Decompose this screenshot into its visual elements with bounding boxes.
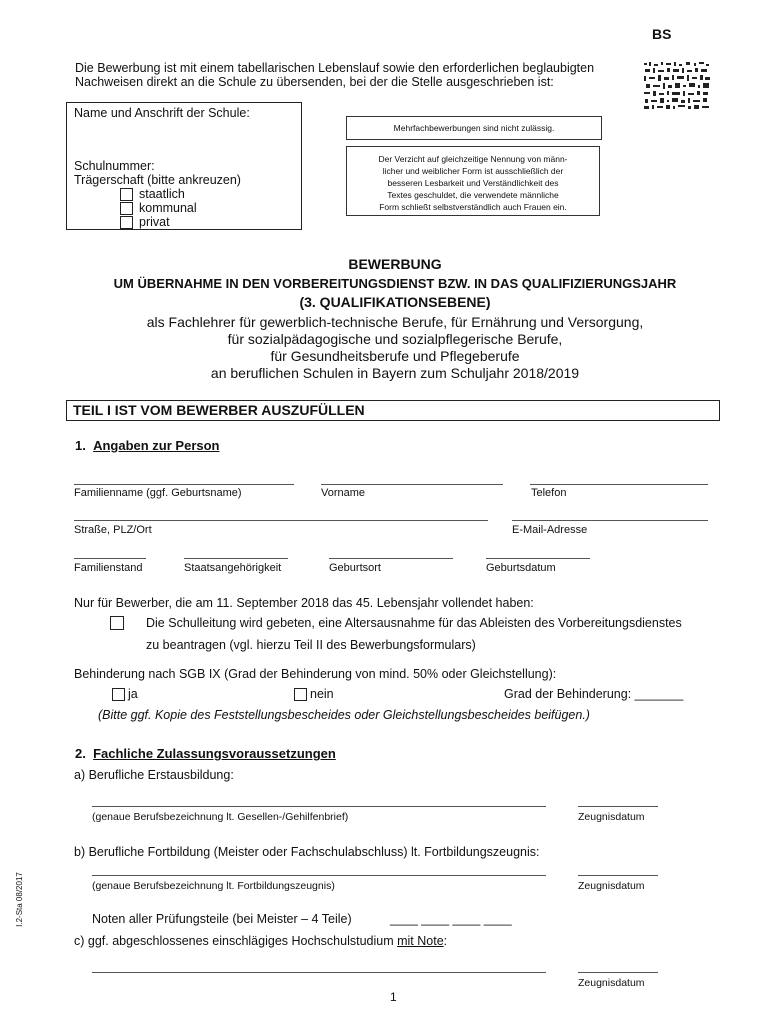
form-subtitle-level: (3. QUALIFIKATIONSEBENE)	[299, 294, 491, 310]
hochschul-colon: :	[443, 934, 448, 948]
geburtsdatum-label: Geburtsdatum	[486, 562, 556, 574]
field-line-email[interactable]	[512, 520, 708, 521]
field-line-erstausbildung[interactable]	[92, 806, 546, 807]
multiple-applications-note: Mehrfachbewerbungen sind nicht zulässig.	[346, 116, 602, 140]
page-number: 1	[390, 990, 397, 1004]
option-privat[interactable]	[120, 215, 170, 229]
heading-line: für Gesundheitsberufe und Pflegeberufe	[270, 348, 520, 364]
section-number: 2.	[75, 746, 86, 761]
familienstand-label: Familienstand	[74, 562, 143, 574]
email-label: E-Mail-Adresse	[512, 524, 588, 536]
field-line-geburtsort[interactable]	[329, 558, 453, 559]
form-subtitle: UM ÜBERNAHME IN DEN VORBEREITUNGSDIENST BZW. IN DAS QUALIFIZIERUNGSJAHR	[113, 276, 677, 291]
staatsangehoerigkeit-label: Staatsangehörigkeit	[184, 562, 282, 574]
disability-note: (Bitte ggf. Kopie des Feststellungsbescheides oder Gleichstellungsbescheides beifügen.)	[98, 708, 590, 722]
barcode-icon	[642, 60, 712, 112]
vorname-label: Vorname	[321, 487, 366, 499]
disability-ja[interactable]	[112, 687, 138, 701]
telefon-label: Telefon	[531, 487, 567, 499]
option-kommunal[interactable]	[120, 201, 197, 215]
disability-nein[interactable]	[294, 687, 334, 701]
heading-line: als Fachlehrer für gewerblich-technische Berufe, für Ernährung und Versorgung,	[146, 314, 644, 330]
field-line-hochschule[interactable]	[92, 972, 546, 973]
hochschul-text: c) ggf. abgeschlossenes einschlägiges Hochschulstudium	[74, 934, 398, 948]
fortbildung-label: b) Berufliche Fortbildung (Meister oder Fachschulabschluss) lt. Fortbildungszeugnis:	[74, 845, 540, 859]
intro-line: Nachweisen direkt an die Schule zu übersenden, bei der die Stelle ausgeschrieben ist:	[75, 75, 554, 89]
traeger-label: Trägerschaft (bitte ankreuzen)	[74, 173, 241, 187]
field-line-geburtsdatum[interactable]	[486, 558, 590, 559]
field-line-familienstand[interactable]	[74, 558, 146, 559]
option-label: privat	[139, 215, 170, 229]
field-line-telefon[interactable]	[530, 484, 708, 485]
geburtsort-label: Geburtsort	[329, 562, 381, 574]
age-option-line: Die Schulleitung wird gebeten, eine Altersausnahme für das Ableisten des Vorbereitungsdienstes	[146, 616, 682, 630]
hochschul-label	[74, 934, 447, 948]
form-title: BEWERBUNG	[348, 256, 442, 272]
field-line-familienname[interactable]	[74, 484, 294, 485]
section-2-heading	[75, 746, 336, 761]
erstausbildung-label: a) Berufliche Erstausbildung:	[74, 768, 234, 782]
school-name-label: Name und Anschrift der Schule:	[74, 106, 250, 120]
note-line: Textes geschuldet, die verwendete männliche	[387, 190, 559, 200]
age-exception-checkbox[interactable]	[110, 616, 124, 630]
note-line: Form schließt selbstverständlich auch Frauen ein.	[379, 202, 567, 212]
zeugnisdatum-label: Zeugnisdatum	[578, 880, 645, 892]
section-number: 1.	[75, 438, 86, 453]
erstausbildung-field-label: (genaue Berufsbezeichnung lt. Gesellen-/Gehilfenbrief)	[92, 811, 349, 823]
section-title: Fachliche Zulassungsvoraussetzungen	[93, 746, 336, 761]
option-label: staatlich	[139, 187, 185, 201]
gender-note	[346, 146, 600, 216]
disability-grade: Grad der Behinderung: _______	[504, 687, 684, 701]
checkbox[interactable]	[120, 202, 133, 215]
note-line: licher und weiblicher Form ist ausschließlich der	[382, 166, 564, 176]
section-title: Angaben zur Person	[93, 438, 220, 453]
option-label: ja	[128, 687, 138, 701]
fortbildung-field-label: (genaue Berufsbezeichnung lt. Fortbildungszeugnis)	[92, 880, 335, 892]
heading-line: an beruflichen Schulen in Bayern zum Schuljahr 2018/2019	[210, 365, 580, 381]
note-line: Der Verzicht auf gleichzeitige Nennung von männ-	[378, 154, 568, 164]
field-line-zeugnisdatum-a[interactable]	[578, 806, 658, 807]
field-line-staatsangehoerigkeit[interactable]	[184, 558, 288, 559]
option-label: nein	[310, 687, 334, 701]
zeugnisdatum-label: Zeugnisdatum	[578, 977, 645, 989]
checkbox[interactable]	[120, 216, 133, 229]
checkbox[interactable]	[294, 688, 307, 701]
noten-blanks[interactable]: ____ ____ ____ ____	[390, 912, 512, 926]
disability-label: Behinderung nach SGB IX (Grad der Behinderung von mind. 50% oder Gleichstellung):	[74, 667, 557, 681]
note-line: besseren Lesbarkeit und Verständlichkeit des	[387, 178, 559, 188]
side-code: I.2-Sta 08/2017	[14, 872, 24, 927]
hochschul-note-text: mit Note	[397, 934, 444, 948]
familienname-label: Familienname (ggf. Geburtsname)	[74, 487, 242, 499]
field-line-zeugnisdatum-b[interactable]	[578, 875, 658, 876]
checkbox[interactable]	[112, 688, 125, 701]
school-number-label: Schulnummer:	[74, 159, 155, 173]
heading-line: für sozialpädagogische und sozialpflegerische Berufe,	[227, 331, 563, 347]
field-line-fortbildung[interactable]	[92, 875, 546, 876]
field-line-vorname[interactable]	[321, 484, 503, 485]
teil-1-banner: TEIL I IST VOM BEWERBER AUSZUFÜLLEN	[66, 400, 720, 421]
field-line-zeugnisdatum-c[interactable]	[578, 972, 658, 973]
corner-code: BS	[652, 26, 672, 42]
option-staatlich[interactable]	[120, 187, 185, 201]
section-1-heading	[75, 438, 220, 453]
field-line-strasse[interactable]	[74, 520, 488, 521]
age-note: Nur für Bewerber, die am 11. September 2018 das 45. Lebensjahr vollendet haben:	[74, 596, 534, 610]
school-info-box	[66, 102, 302, 230]
strasse-label: Straße, PLZ/Ort	[74, 524, 152, 536]
intro-line: Die Bewerbung ist mit einem tabellarischen Lebenslauf sowie den erforderlichen beglaubigten	[75, 61, 595, 75]
option-label: kommunal	[139, 201, 197, 215]
noten-label: Noten aller Prüfungsteile (bei Meister – 4 Teile)	[92, 912, 352, 926]
age-option-line: zu beantragen (vgl. hierzu Teil II des Bewerbungsformulars)	[146, 638, 476, 652]
zeugnisdatum-label: Zeugnisdatum	[578, 811, 645, 823]
checkbox[interactable]	[120, 188, 133, 201]
intro-text	[75, 61, 635, 89]
